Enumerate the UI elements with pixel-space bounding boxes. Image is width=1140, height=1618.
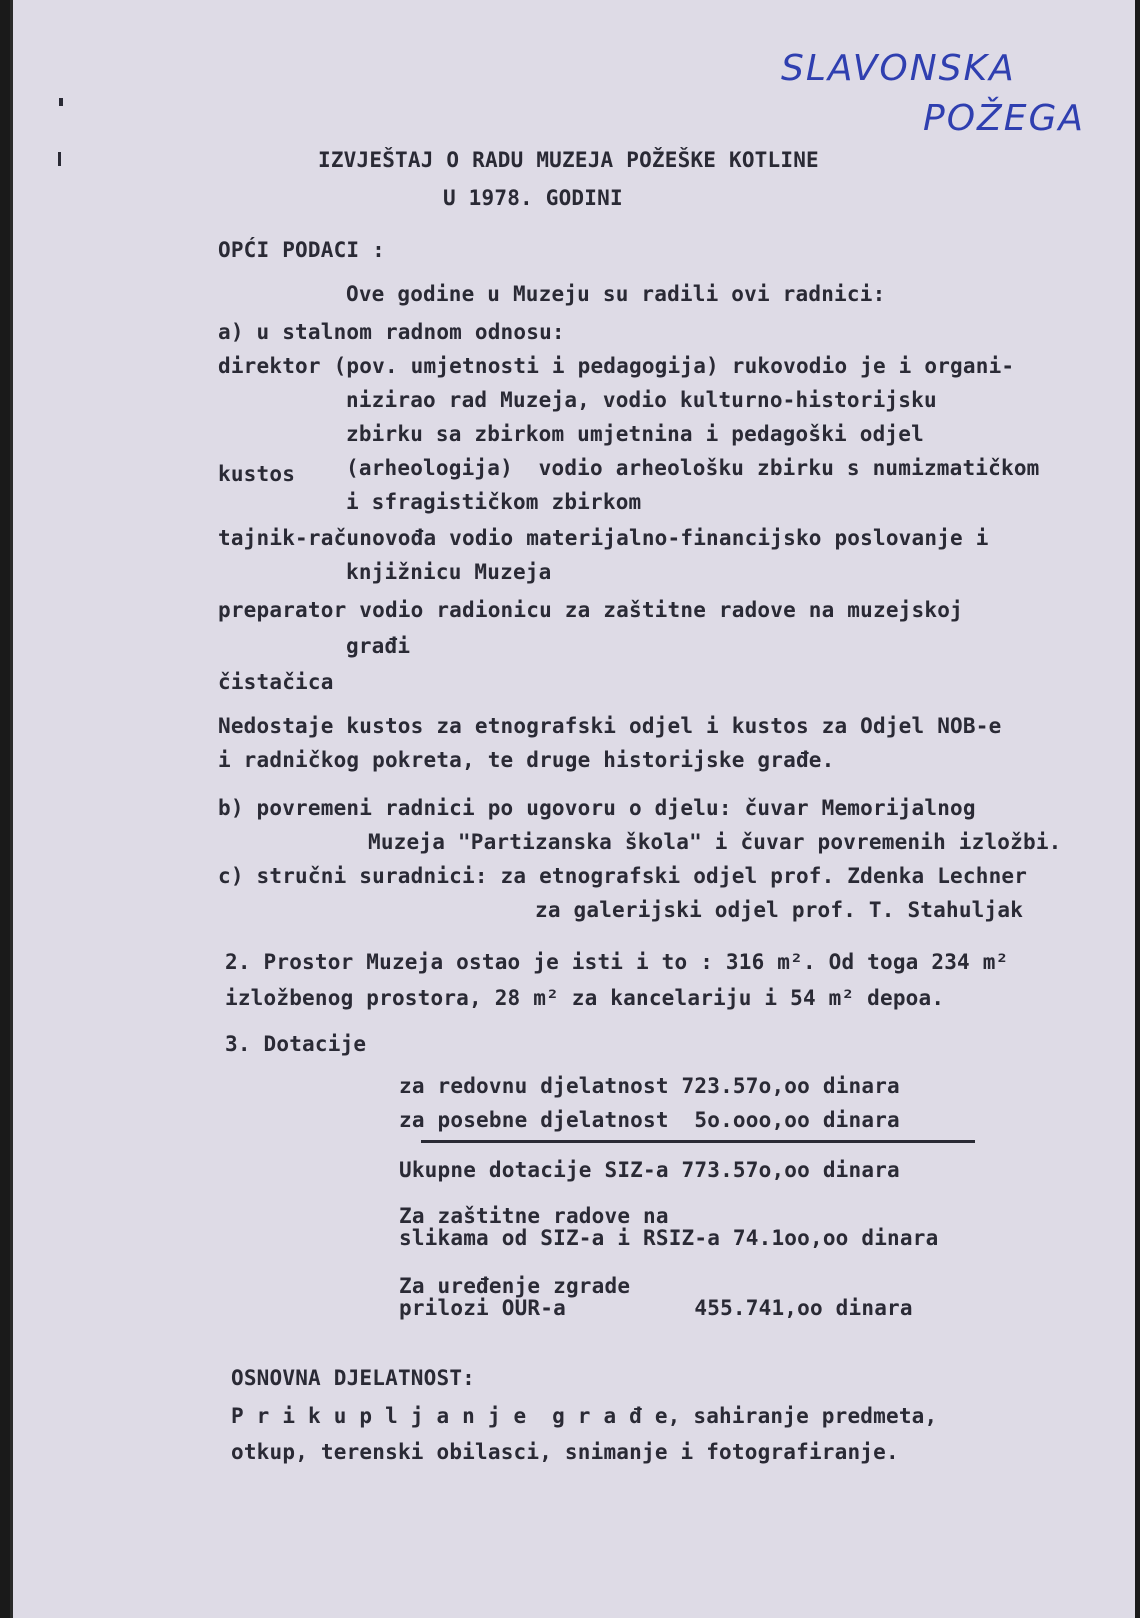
kustos-line2: i sfragističkom zbirkom	[346, 490, 642, 514]
space-line1: 2. Prostor Muzeja ostao je isti i to : 316 m². Od toga 234 m²	[225, 950, 1009, 974]
sum-rule	[421, 1140, 975, 1143]
funding-regular: za redovnu djelatnost 723.57o,oo dinara	[399, 1074, 900, 1098]
basic-line2: otkup, terenski obilasci, snimanje i fotografiranje.	[231, 1440, 899, 1464]
item-c-line2: za galerijski odjel prof. T. Stahuljak	[535, 898, 1024, 922]
cleaner-line: čistačica	[218, 670, 334, 694]
director-line3: zbirku sa zbirkom umjetnina i pedagoški odjel	[346, 422, 924, 446]
funding-protect-line1: Za zaštitne radove na	[399, 1204, 669, 1228]
document-title: IZVJEŠTAJ O RADU MUZEJA POŽEŠKE KOTLINE	[318, 148, 819, 172]
item-b-line1: b) povremeni radnici po ugovoru o djelu: čuvar Memorijalnog	[218, 796, 976, 820]
missing-staff-line2: i radničkog pokreta, te druge historijske građe.	[218, 748, 835, 772]
funding-protect-line2: slikama od SIZ-a i RSIZ-a 74.1oo,oo dinara	[399, 1226, 939, 1250]
funding-total: Ukupne dotacije SIZ-a 773.57o,oo dinara	[399, 1158, 900, 1182]
basic-line1: P r i k u p l j a n j e g r a đ e, sahiranje predmeta,	[231, 1404, 938, 1428]
section-heading-basic: OSNOVNA DJELATNOST:	[231, 1366, 476, 1390]
secretary-line1: tajnik-računovođa vodio materijalno-financijsko poslovanje i	[218, 526, 989, 550]
funding-building-line1: Za uređenje zgrade	[399, 1274, 631, 1298]
space-line2: izložbenog prostora, 28 m² za kancelariju i 54 m² depoa.	[225, 986, 945, 1010]
handwritten-note-line2: POŽEGA	[923, 98, 1085, 139]
handwritten-note-line1: SLAVONSKA	[781, 48, 1016, 89]
item-b-line2: Muzeja "Partizanska škola" i čuvar povremenih izložbi.	[368, 830, 1062, 854]
item-c-line1: c) stručni suradnici: za etnografski odjel prof. Zdenka Lechner	[218, 864, 1028, 888]
secretary-line2: knjižnicu Muzeja	[346, 560, 552, 584]
document-page	[10, 0, 1135, 1618]
item-a-label: a) u stalnom radnom odnosu:	[218, 320, 565, 344]
document-subtitle: U 1978. GODINI	[443, 186, 623, 210]
kustos-label: kustos	[218, 462, 296, 486]
kustos-line1: (arheologija) vodio arheološku zbirku s numizmatičkom	[346, 456, 1040, 480]
funding-building-line2: prilozi OUR-a 455.741,oo dinara	[399, 1296, 913, 1320]
margin-mark	[58, 152, 61, 166]
preparator-line2: građi	[346, 634, 411, 658]
margin-mark	[59, 98, 63, 106]
section-heading-general: OPĆI PODACI :	[218, 238, 385, 262]
director-line1: direktor (pov. umjetnosti i pedagogija) rukovodio je i organi-	[218, 354, 1015, 378]
general-intro: Ove godine u Muzeju su radili ovi radnici:	[346, 282, 886, 306]
preparator-line1: preparator vodio radionicu za zaštitne radove na muzejskoj	[218, 598, 963, 622]
director-line2: nizirao rad Muzeja, vodio kulturno-historijsku	[346, 388, 937, 412]
funding-special: za posebne djelatnost 5o.ooo,oo dinara	[399, 1108, 900, 1132]
funding-heading: 3. Dotacije	[225, 1032, 367, 1056]
missing-staff-line1: Nedostaje kustos za etnografski odjel i kustos za Odjel NOB-e	[218, 714, 1002, 738]
